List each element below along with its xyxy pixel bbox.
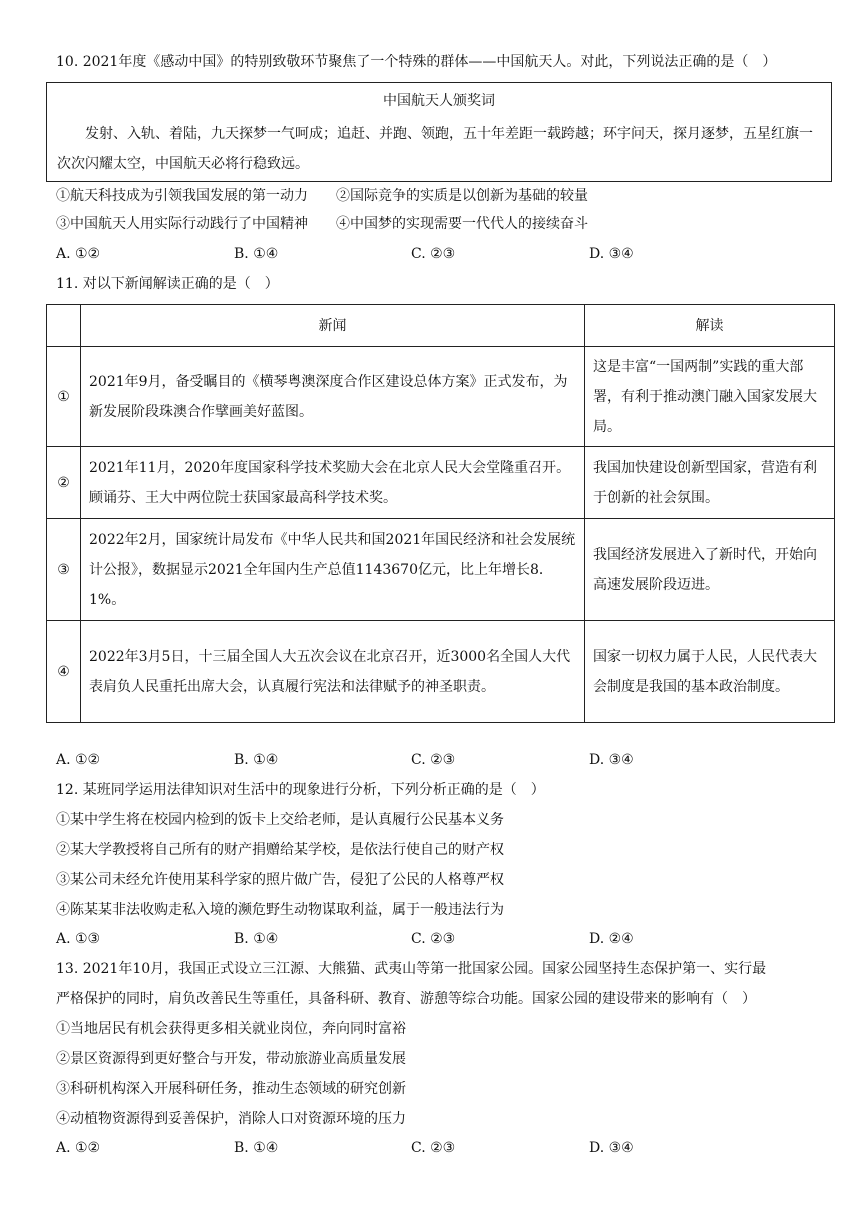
q10-statements-line2: ③中国航天人用实际行动践行了中国精神 ④中国梦的实现需要一代代人的接续奋斗: [56, 216, 588, 232]
q13-statement-1: ①当地居民有机会获得更多相关就业岗位，奔向同时富裕: [56, 1021, 406, 1037]
row-index: ②: [47, 447, 81, 519]
header-news: 新闻: [81, 305, 585, 347]
q11-option-a: A. ①②: [56, 752, 101, 768]
q12-option-c: C. ②③: [411, 931, 456, 947]
row-interpretation: 我国加快建设创新型国家，营造有利于创新的社会氛围。: [585, 447, 835, 519]
row-interpretation: 这是丰富“一国两制”实践的重大部署，有利于推动澳门融入国家发展大局。: [585, 347, 835, 447]
award-quote-text: 发射、入轨、着陆，九天探梦一气呵成；追赶、并跑、领跑，五十年差距一载跨越；环宇问天，探月逐梦，五星红旗一次次闪耀太空，中国航天必将行稳致远。: [57, 126, 813, 172]
q10-stem: 10. 2021年度《感动中国》的特别致敬环节聚焦了一个特殊的群体——中国航天人。对此，下列说法正确的是（ ）: [56, 54, 777, 70]
q12-option-d: D. ②④: [589, 931, 634, 947]
q10-options: [56, 244, 816, 264]
table-row: [47, 519, 835, 621]
row-news: 2022年3月5日，十三届全国人大五次会议在北京召开，近3000名全国人大代表肩负人民重托出席大会，认真履行宪法和法律赋予的神圣职责。: [81, 621, 585, 723]
q11-option-d: D. ③④: [589, 752, 634, 768]
q12-option-a: A. ①③: [56, 931, 101, 947]
q13-statement-3: ③科研机构深入开展科研任务，推动生态领域的研究创新: [56, 1081, 406, 1097]
q12-statement-1: ①某中学生将在校园内检到的饭卡上交给老师，是认真履行公民基本义务: [56, 812, 504, 828]
q11-option-b: B. ①④: [234, 752, 279, 768]
q13-statement-4: ④动植物资源得到妥善保护，消除人口对资源环境的压力: [56, 1111, 406, 1127]
q12-statement-2: ②某大学教授将自己所有的财产捐赠给某学校，是依法行使自己的财产权: [56, 842, 504, 858]
q10-option-b: B. ①④: [234, 246, 279, 262]
q12-option-b: B. ①④: [234, 931, 279, 947]
q12-statement-3: ③某公司未经允许使用某科学家的照片做广告，侵犯了公民的人格尊严权: [56, 872, 504, 888]
q13-option-a: A. ①②: [56, 1140, 101, 1156]
q10-option-c: C. ②③: [411, 246, 456, 262]
table-row: [47, 347, 835, 447]
q12-statement-4: ④陈某某非法收购走私入境的濒危野生动物谋取利益，属于一般违法行为: [56, 902, 504, 918]
news-table-header: [47, 305, 835, 347]
award-quote-box: [46, 82, 832, 182]
table-row: [47, 621, 835, 723]
q12-options: [56, 929, 816, 949]
row-index: ④: [47, 621, 81, 723]
q11-option-c: C. ②③: [411, 752, 456, 768]
q11-stem: 11. 对以下新闻解读正确的是（ ）: [56, 276, 279, 292]
row-news: 2021年11月，2020年度国家科学技术奖励大会在北京人民大会堂隆重召开。顾诵芬、王大中两位院士获国家最高科学技术奖。: [81, 447, 585, 519]
q13-stem-line2: 严格保护的同时，肩负改善民生等重任，具备科研、教育、游憩等综合功能。国家公园的建设带来的影响有（ ）: [56, 991, 756, 1007]
q13-option-d: D. ③④: [589, 1140, 634, 1156]
q10-option-a: A. ①②: [56, 246, 101, 262]
row-index: ①: [47, 347, 81, 447]
header-index: [47, 305, 81, 347]
award-quote-title: 中国航天人颁奖词: [383, 93, 495, 109]
header-interpretation: 解读: [585, 305, 835, 347]
q13-stem-line1: 13. 2021年10月，我国正式设立三江源、大熊猫、武夷山等第一批国家公园。国家公园坚持生态保护第一、实行最: [56, 961, 767, 977]
q13-option-c: C. ②③: [411, 1140, 456, 1156]
row-index: ③: [47, 519, 81, 621]
row-interpretation: 我国经济发展进入了新时代，开始向高速发展阶段迈进。: [585, 519, 835, 621]
row-news: 2021年9月，备受瞩目的《横琴粤澳深度合作区建设总体方案》正式发布，为新发展阶段珠澳合作擘画美好蓝图。: [81, 347, 585, 447]
q13-options: [56, 1138, 816, 1158]
table-row: [47, 447, 835, 519]
q13-statement-2: ②景区资源得到更好整合与开发，带动旅游业高质量发展: [56, 1051, 406, 1067]
q13-option-b: B. ①④: [234, 1140, 279, 1156]
row-interpretation: 国家一切权力属于人民，人民代表大会制度是我国的基本政治制度。: [585, 621, 835, 723]
q10-statements-line1: ①航天科技成为引领我国发展的第一动力 ②国际竞争的实质是以创新为基础的较量: [56, 188, 588, 204]
q12-stem: 12. 某班同学运用法律知识对生活中的现象进行分析，下列分析正确的是（ ）: [56, 782, 545, 798]
q10-option-d: D. ③④: [589, 246, 634, 262]
news-table: [46, 304, 835, 723]
q11-options: [56, 750, 816, 770]
row-news: 2022年2月，国家统计局发布《中华人民共和国2021年国民经济和社会发展统计公报》，数据显示2021全年国内生产总值1143670亿元，比上年增长8．1%。: [81, 519, 585, 621]
